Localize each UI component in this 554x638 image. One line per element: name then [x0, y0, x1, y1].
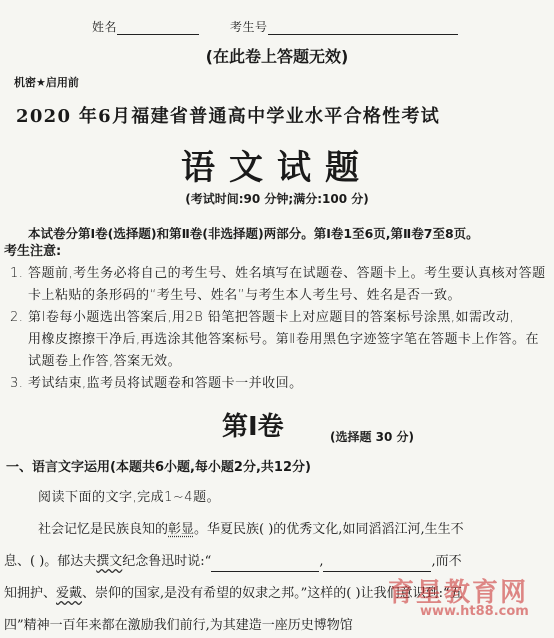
- watermark-logo: 育星教育网: [388, 578, 529, 608]
- note-2-line2: 用橡皮擦擦干净后,再选涂其他答案标号。第Ⅱ卷用黑色字迹签字笔在答题卡上作答。在: [28, 332, 540, 347]
- section-type: (选择题 30 分): [330, 430, 415, 444]
- note-2-line3: 试题卷上作答,答案无效。: [28, 354, 182, 369]
- exam-no-label: 考生号: [230, 20, 268, 34]
- name-label: 姓名: [92, 20, 118, 34]
- passage-line-4: 四”精神一百年来都在激励我们前行,为其建造一座历史博物馆: [4, 618, 353, 633]
- notes-heading: 考生注意:: [4, 244, 62, 259]
- passage-text: ,: [319, 554, 324, 569]
- passage-text: ,而不: [431, 554, 462, 569]
- passage-text: 息、( )。郁达夫: [4, 554, 97, 569]
- word-aidai: 爱戴: [56, 586, 83, 601]
- passage-text: 纪念鲁迅时说:“: [122, 554, 212, 569]
- watermark-url: www.ht88.com: [420, 604, 529, 619]
- answer-blank-2: [323, 557, 431, 572]
- answer-blank-1: [211, 557, 319, 572]
- note-3: 3. 考试结束,监考员将试题卷和答题卡一并收回。: [10, 376, 303, 391]
- name-blank: [117, 22, 199, 35]
- invalid-notice: (在此卷上答题无效): [205, 47, 349, 66]
- part1-heading: 一、语言文字运用(本题共6小题,每小题2分,共12分): [6, 460, 311, 475]
- passage-text: 知拥护、: [4, 586, 57, 601]
- word-zhangxian: 彰显: [168, 522, 195, 537]
- passage-text: 社会记忆是民族良知的: [38, 522, 169, 537]
- exam-no-field: [230, 18, 458, 35]
- note-1-line2: 卡上粘贴的条形码的“考生号、姓名”与考生本人考生号、姓名是否一致。: [28, 288, 461, 303]
- exam-title: 2020 年6月福建省普通高中学业水平合格性考试: [16, 106, 441, 127]
- intro-text: 本试卷分第Ⅰ卷(选择题)和第Ⅱ卷(非选择题)两部分。第Ⅰ卷1至6页,第Ⅱ卷7至8页。: [28, 226, 479, 241]
- name-field: [92, 18, 199, 35]
- part1-instruction: 阅读下面的文字,完成1~4题。: [38, 490, 221, 505]
- passage-text: 、崇仰的国家,是没有希望的奴隶之邦。”这样的( )让我们意识到:“五: [82, 586, 463, 601]
- passage-text: 。华夏民族( )的优秀文化,如同滔滔江河,生生不: [194, 522, 464, 537]
- time-score: (考试时间:90 分钟;满分:100 分): [185, 192, 369, 206]
- passage-line-2: [4, 552, 462, 572]
- confidential-label: 机密★启用前: [14, 76, 79, 89]
- word-zhuanwen: 撰文: [96, 554, 123, 569]
- section-title: 第Ⅰ卷: [222, 412, 284, 442]
- note-2-line1: 2. 第Ⅰ卷每小题选出答案后,用2B 铅笔把答题卡上对应题目的答案标号涂黑,如需改动,: [10, 310, 515, 325]
- exam-no-blank: [268, 22, 458, 35]
- passage-line-1: [38, 520, 464, 540]
- note-1-line1: 1. 答题前,考生务必将自己的考生号、姓名填写在试题卷、答题卡上。考生要认真核对答题: [10, 266, 546, 281]
- subject-title: 语文试题: [181, 148, 373, 188]
